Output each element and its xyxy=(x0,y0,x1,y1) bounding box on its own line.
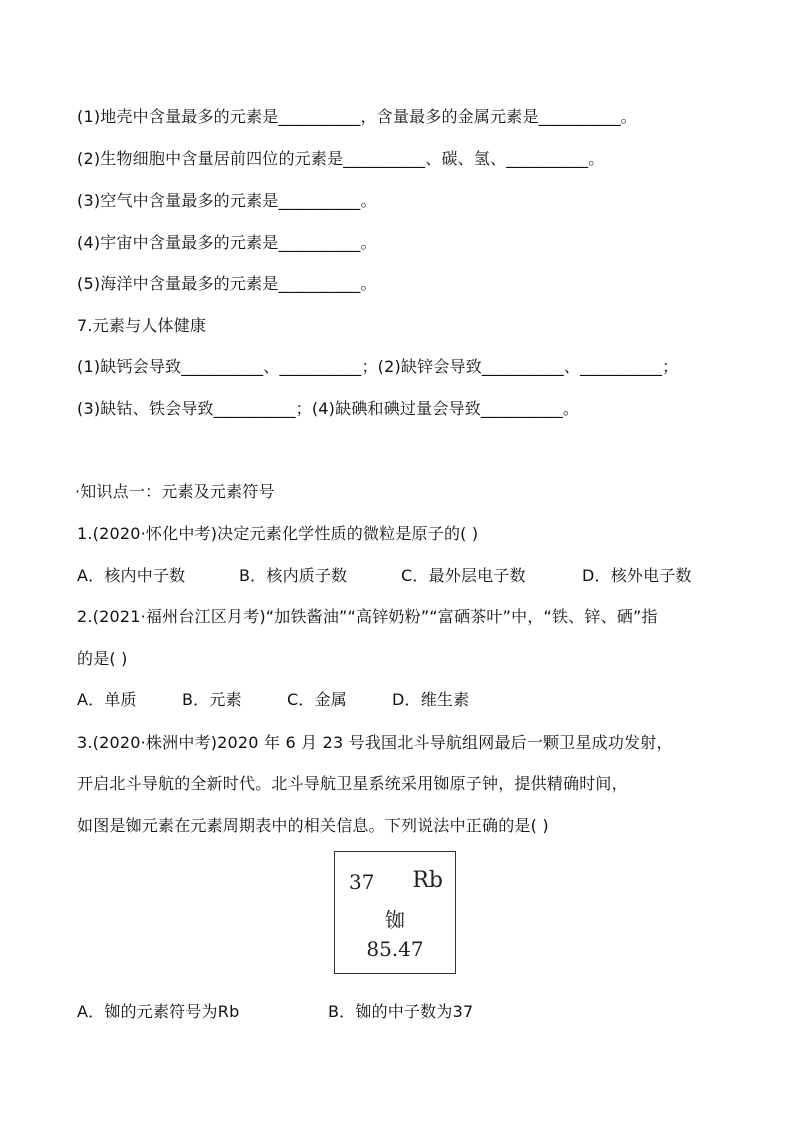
section-7-title: 7.元素与人体健康 xyxy=(77,316,207,335)
element-symbol: Rb xyxy=(412,868,443,893)
fill-item-3: (3)空气中含量最多的元素是__________。 xyxy=(77,191,377,210)
knowledge-point-heading: ·知识点一：元素及元素符号 xyxy=(75,482,275,501)
option-c: C．最外层电子数 xyxy=(401,566,526,585)
option-c: C．金属 xyxy=(287,690,347,709)
option-d: D．维生素 xyxy=(392,690,470,709)
section-7-line-1: (1)缺钙会导致__________、__________；(2)缺锌会导致__________、__________； xyxy=(77,357,679,376)
question-1-options xyxy=(77,566,692,586)
question-3-stem-line-2: 开启北斗导航的全新时代。北斗导航卫星系统采用铷原子钟，提供精确时间， xyxy=(77,774,628,793)
question-3-options xyxy=(77,1002,473,1022)
question-1-stem: 1.(2020·怀化中考)决定元素化学性质的微粒是原子的( ) xyxy=(77,524,479,543)
fill-item-1: (1)地壳中含量最多的元素是__________，含量最多的金属元素是__________。 xyxy=(77,107,637,126)
atomic-mass: 85.47 xyxy=(366,937,424,961)
option-b: B．铷的中子数为37 xyxy=(328,1002,474,1021)
periodic-table-element-card xyxy=(334,851,456,974)
fill-item-2: (2)生物细胞中含量居前四位的元素是__________、碳、氢、__________。 xyxy=(77,149,605,168)
question-2-stem-line-2: 的是( ) xyxy=(77,649,128,668)
option-a: A．单质 xyxy=(77,690,137,709)
question-3-stem-line-3: 如图是铷元素在元素周期表中的相关信息。下列说法中正确的是( ) xyxy=(77,816,549,835)
question-2-stem-line-1: 2.(2021·福州台江区月考)“加铁酱油”“高锌奶粉”“富硒茶叶”中，“铁、锌、硒”指 xyxy=(77,607,658,626)
option-b: B．元素 xyxy=(182,690,242,709)
option-d: D．核外电子数 xyxy=(582,566,692,585)
question-2-options xyxy=(77,690,469,710)
section-7-line-2: (3)缺钴、铁会导致__________；(4)缺碘和碘过量会导致__________。 xyxy=(77,399,580,418)
atomic-number: 37 xyxy=(349,870,375,894)
option-a: A．铷的元素符号为Rb xyxy=(77,1002,240,1021)
fill-item-5: (5)海洋中含量最多的元素是__________。 xyxy=(77,274,377,293)
question-3-stem-line-1: 3.(2020·株洲中考)2020 年 6 月 23 号我国北斗导航组网最后一颗卫星成功发射， xyxy=(77,733,673,752)
element-name: 铷 xyxy=(385,908,405,932)
option-b: B．核内质子数 xyxy=(239,566,348,585)
option-a: A．核内中子数 xyxy=(77,566,186,585)
fill-item-4: (4)宇宙中含量最多的元素是__________。 xyxy=(77,233,377,252)
